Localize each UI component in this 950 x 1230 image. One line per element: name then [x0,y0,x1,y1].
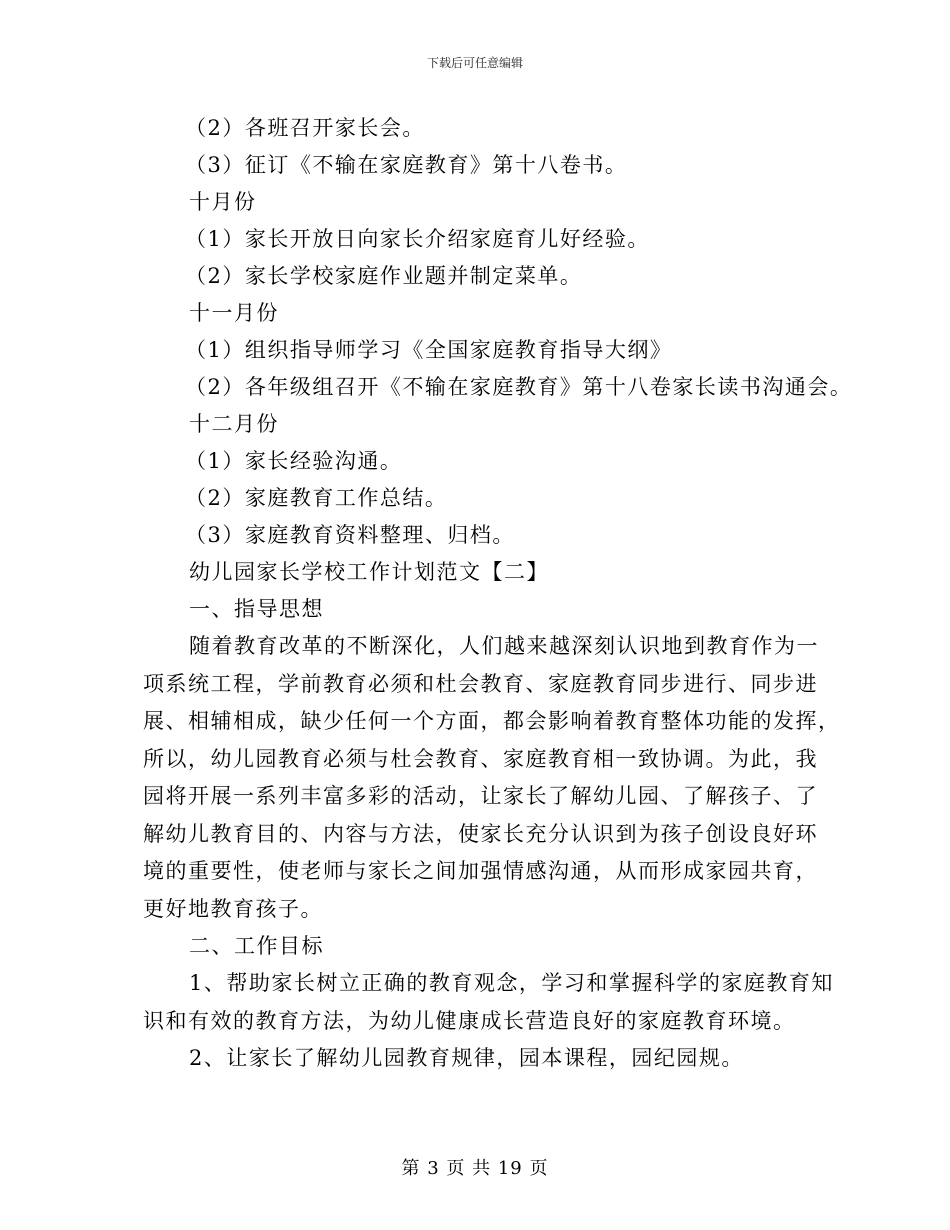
text-line: （3）家庭教育资料整理、归档。 [185,523,515,547]
paragraph-line: 所以，幼儿园教育必须与杜会教育、家庭教育相一致协调。为此，我 [143,746,818,771]
paragraph-line: 随着教育改革的不断深化，人们越来越深刻认识地到教育作为一 [189,634,819,658]
section-heading-work-goals: 二、工作目标 [189,934,324,958]
paragraph-line: 展、相辅相成，缺少任何一个方面，都会影响着教育整体功能的发挥， [143,709,841,733]
paragraph-line: 项系统工程，学前教育必须和杜会教育、家庭教育同步进行、同步进 [143,671,818,696]
text-line: （2）各年级组召开《不输在家庭教育》第十八卷家长读书沟通会。 [185,375,853,399]
text-line: （1）家长开放日向家长介绍家庭育儿好经验。 [185,227,650,251]
text-line: 十月份 [189,190,257,214]
text-line: 十一月份 [189,301,279,325]
paragraph-line: 1、帮助家长树立正确的教育观念，学习和掌握科学的家庭教育知 [189,971,834,995]
text-line: 十二月份 [189,412,279,436]
paragraph-line: 2、让家长了解幼儿园教育规律，园本课程，园纪园规。 [189,1046,744,1070]
paragraph-goal-1 [143,965,843,1040]
text-line: （3）征订《不输在家庭教育》第十八卷书。 [185,153,628,177]
paragraph-line: 识和有效的教育方法，为幼儿健康成长营造良好的家庭教育环境。 [143,1008,796,1033]
text-line: （1）家长经验沟通。 [185,449,403,473]
text-line: （2）各班召开家长会。 [185,116,425,140]
text-line: （2）家长学校家庭作业题并制定菜单。 [185,264,583,288]
paragraph-line: 境的重要性，使老师与家长之间加强情感沟通，从而形成家园共育， [143,859,818,883]
paragraph-goal-2 [143,1040,843,1078]
paragraph-line: 园将开展一系列丰富多彩的活动，让家长了解幼儿园、了解孩子、了 [143,784,818,808]
text-line: （2）家庭教育工作总结。 [185,486,448,510]
text-line: 一、指导思想 [189,597,324,621]
list-lines [143,110,853,628]
page-header-note: 下载后可任意编辑 [426,56,523,70]
paragraph-line: 更好地教育孩子。 [143,896,323,921]
text-line: （1）组织指导师学习《全国家庭教育指导大纲》 [185,338,673,362]
page-number: 第 3 页 共 19 页 [401,1158,549,1179]
document-body [143,110,853,1078]
paragraph-guiding-thought [143,628,843,928]
paragraph-line: 解幼儿教育目的、内容与方法，使家长充分认识到为孩子创设良好环 [143,821,818,846]
text-line: 幼儿园家长学校工作计划范文【二】 [189,560,549,584]
